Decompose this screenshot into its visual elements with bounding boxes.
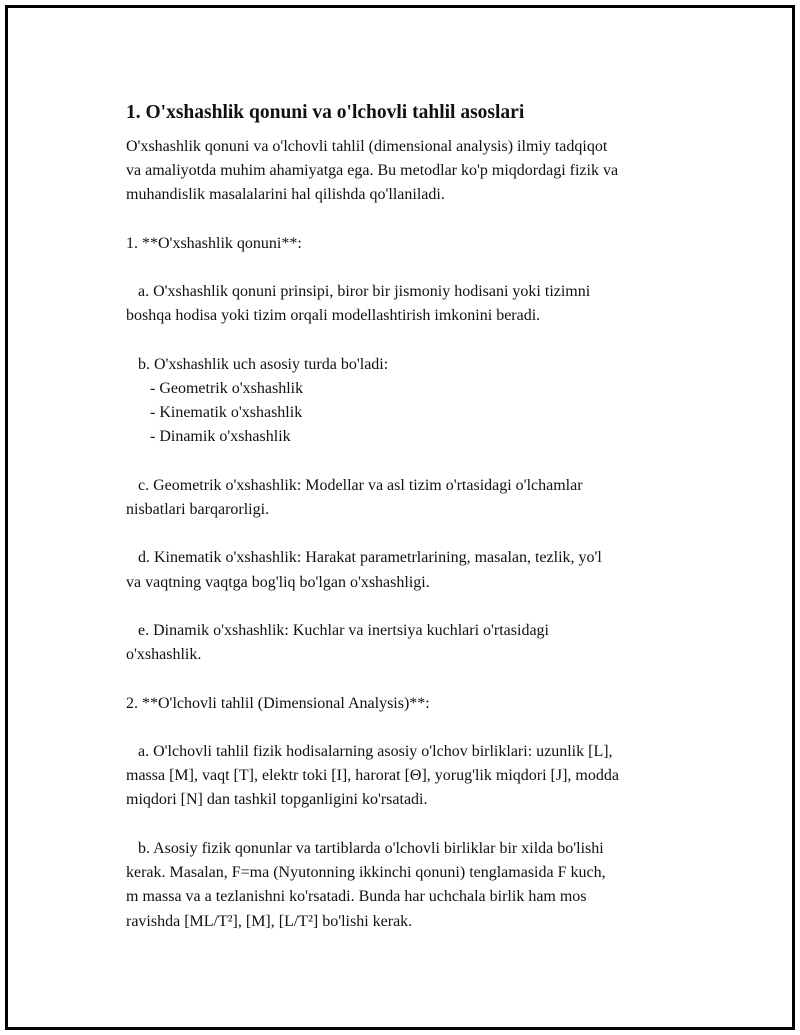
document-body-text: O'xshashlik qonuni va o'lchovli tahlil (dimensional analysis) ilmiy tadqiqot va amaliyotda muhim ahamiyatga ega. Bu metodlar ko'p miqdordagi fizik va muhandislik masalalarini hal qilishda qo'llaniladi. 1. **O'xshashlik qonuni**: a. O'xshashlik qonuni prinsipi, biror bir jismoniy hodisani yoki tizimni boshqa hodisa yoki tizim orqali modellashtirish imkonini beradi. b. O'xshashlik uch asosiy turda bo'ladi: - Geometrik o'xshashlik - Kinematik o'xshashlik - Dinamik o'xshashlik c. Geometrik o'xshashlik: Modellar va asl tizim o'rtasidagi o'lchamlar nisbatlari barqarorligi. d. Kinematik o'xshashlik: Harakat parametrlarining, masalan, tezlik, yo'l va vaqtning vaqtga bog'liq bo'lgan o'xshashligi. e. Dinamik o'xshashlik: Kuchlar va inertsiya kuchlari o'rtasidagi o'xshashlik. 2. **O'lchovli tahlil (Dimensional Analysis)**: a. O'lchovli tahlil fizik hodisalarning asosiy o'lchov birliklari: uzunlik [L], massa [M], vaqt [T], elektr toki [I], harorat [Θ], yorug'lik miqdori [J], modda miqdori [N] dan tashkil topganligini ko'rsatadi. b. Asosiy fizik qonunlar va tartiblarda o'lchovli birliklar bir xilda bo'lishi kerak. Masalan, F=ma (Nyutonning ikkinchi qonuni) tenglamasida F kuch, m massa va a tezlanishni ko'rsatadi. Bunda har uchchala birlik ham mos ravishda [ML/T²], [M], [L/T²] bo'lishi kerak. <box>126 138 619 930</box>
page-frame <box>5 5 795 1030</box>
document-heading: 1. O'xshashlik qonuni va o'lchovli tahlil asoslari <box>126 102 525 123</box>
document-content <box>120 100 700 934</box>
